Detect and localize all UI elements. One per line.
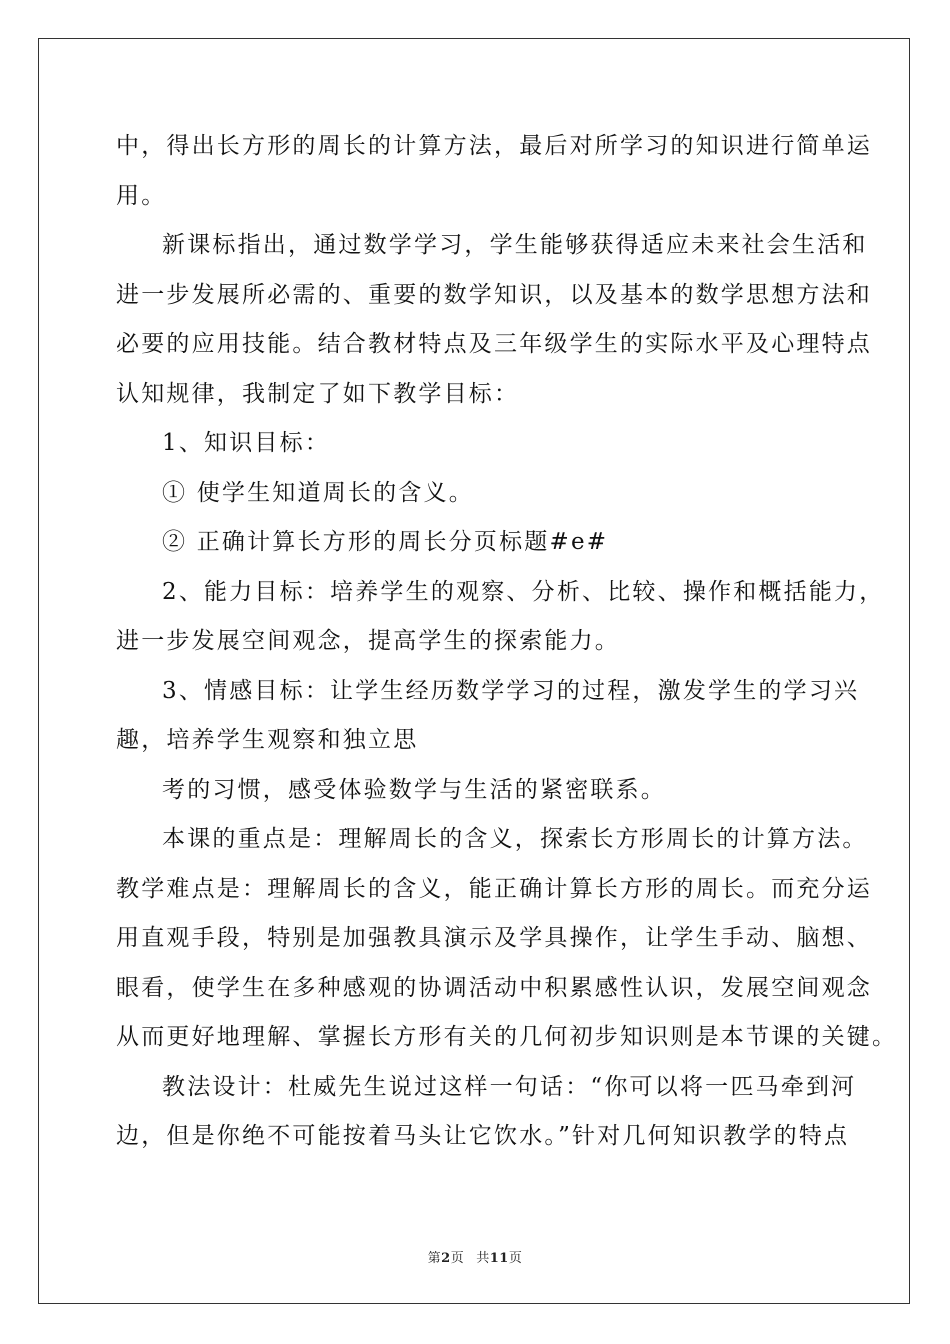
total-pages: 11 bbox=[489, 1251, 509, 1266]
total-label-suffix: 页 bbox=[508, 1251, 523, 1266]
text-line: ② 正确计算长方形的周长分页标题#e# bbox=[162, 529, 609, 555]
text-line: 边，但是你绝不可能按着马头让它饮水。”针对几何知识教学的特点 bbox=[116, 1123, 850, 1149]
text-line: 进一步发展空间观念，提高学生的探索能力。 bbox=[116, 628, 620, 654]
text-line: 进一步发展所必需的、重要的数学知识，以及基本的数学思想方法和 bbox=[116, 281, 872, 308]
text-line: ① 使学生知道周长的含义。 bbox=[162, 479, 474, 506]
document-body bbox=[116, 122, 898, 1162]
page-number: 2 bbox=[441, 1251, 451, 1266]
text-line: 用直观手段，特别是加强教具演示及学具操作，让学生手动、脑想、 bbox=[116, 925, 872, 951]
text-line: 教法设计：杜威先生说过这样一句话：“你可以将一匹马牵到河 bbox=[162, 1073, 857, 1100]
text-line: 认知规律，我制定了如下教学目标： bbox=[116, 380, 520, 407]
page-label-prefix: 第 bbox=[427, 1251, 442, 1266]
text-line: 3、情感目标：让学生经历数学学习的过程，激发学生的学习兴 bbox=[162, 677, 860, 704]
text-line: 新课标指出，通过数学学习，学生能够获得适应未来社会生活和 bbox=[162, 232, 868, 258]
text-line: 考的习惯，感受体验数学与生活的紧密联系。 bbox=[162, 776, 666, 803]
text-line: 1、知识目标： bbox=[162, 430, 331, 456]
page-label-suffix: 页 bbox=[450, 1251, 465, 1266]
text-line: 用。 bbox=[116, 182, 167, 209]
text-line: 趣，培养学生观察和独立思 bbox=[116, 727, 419, 753]
text-line: 从而更好地理解、掌握长方形有关的几何初步知识则是本节课的关键。 bbox=[116, 1024, 898, 1050]
text-line: 必要的应用技能。结合教材特点及三年级学生的实际水平及心理特点 bbox=[116, 331, 872, 357]
text-line: 教学难点是：理解周长的含义，能正确计算长方形的周长。而充分运 bbox=[116, 875, 872, 902]
text-line: 眼看，使学生在多种感观的协调活动中积累感性认识，发展空间观念 bbox=[116, 974, 872, 1001]
total-label-prefix: 共 bbox=[476, 1251, 490, 1266]
text-line: 中，得出长方形的周长的计算方法，最后对所学习的知识进行简单运 bbox=[116, 133, 872, 159]
page-footer bbox=[0, 1247, 950, 1266]
text-line: 2、能力目标：培养学生的观察、分析、比较、操作和概括能力， bbox=[162, 578, 885, 605]
text-line: 本课的重点是：理解周长的含义，探索长方形周长的计算方法。 bbox=[162, 826, 868, 852]
